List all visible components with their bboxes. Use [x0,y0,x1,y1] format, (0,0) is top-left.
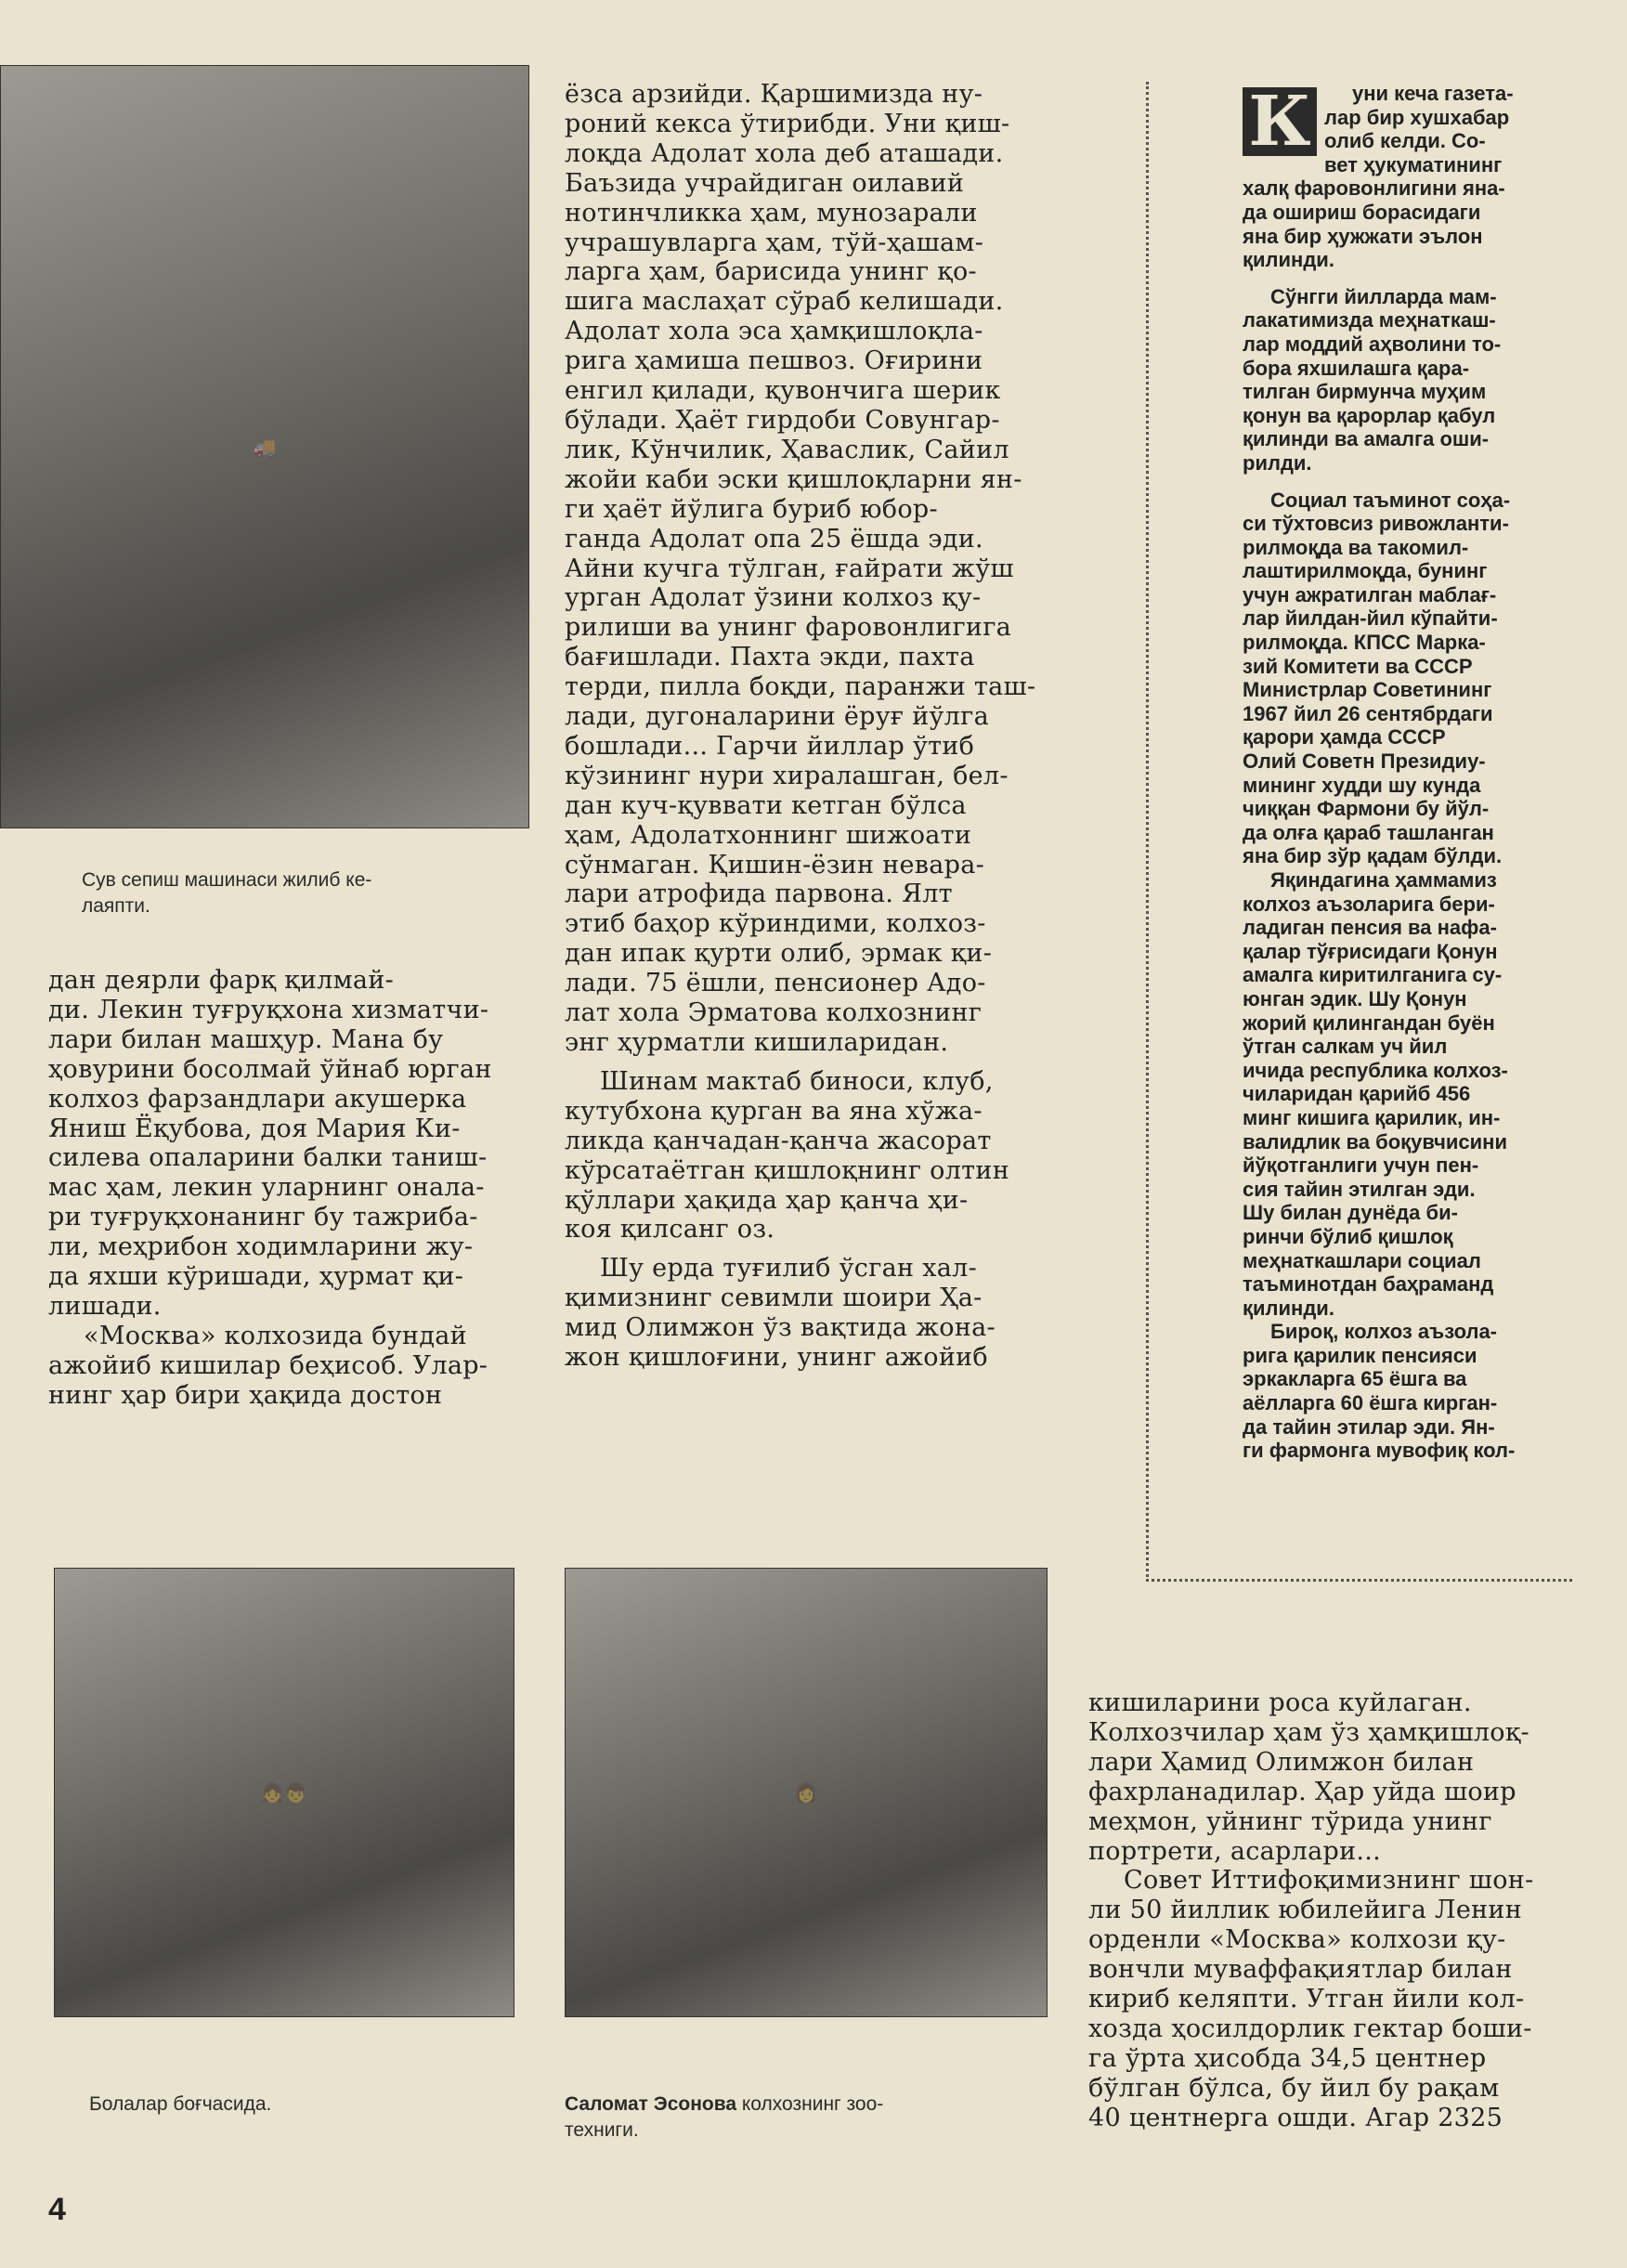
dropcap-letter: К [1243,87,1317,156]
truck-icon: 🚚 [253,436,277,458]
right-para-1: кишиларини роса куйлаган. Колхозчилар ҳам ўз ҳамқишлоқ- лари Ҳамид Олимжон билан фахрланадилар. Ҳар уйда шоир меҳмон, уйнинг тўрида унинг портрети, асарлари... [1088,1688,1529,1866]
kindergarten-caption: Болалар боғчасида. [89,2093,272,2115]
sidebar-para-2: Социал таъминот соҳа- си тўхтовсиз ривожланти- рилмоқда ва такомил- лаштирилмоқда, бунинг учун ажратилган маблағ- лар йилдан-йил кўпайти- рилмоқда. КПСС Марка- зий Комитети ва СССР Министрлар Советининг 1967 йил 26 сентябрдаги қарори ҳамда СССР Олий Советн Президиу- мининг худди шу кунда чиққан Фармони бу йўл- да олға қараб ташланган яна бир зўр қадам бўлди. [1243,488,1511,868]
left-column [48,966,527,1411]
sidebar-para-3: Яқиндагина ҳаммамиз колхоз аъзоларига бери- ладиган пенсия ва нафа- қалар тўғрисидаги Қонун амалга киритилганига су- юнган эдик. Шу Қонун жорий қилингандан буён ўтган салкам уч йил ичида республика колхоз- чиларидан қарийб 456 минг кишига қарилик, ин- валидлик ва боқувчисини йўқотганлиги учун пен- сия тайин этилган эди. Шу билан дунёда би- ринчи бўлиб қишлоқ меҳнаткашлари социал таъминотдан баҳраманд қилинди. [1243,868,1508,1320]
page-number: 4 [48,2192,66,2227]
left-para-2: «Москва» колхозида бундай ажойиб кишилар беҳисоб. Улар- нинг ҳар бири ҳақида достон [48,1321,488,1410]
children-icon: 👧👦 [261,1781,307,1804]
sidebar-para-4: Бироқ, колхоз аъзола- рига қарилик пенсияси эркакларга 65 ёшга ва аёлларга 60 ёшга кирган- да тайин этилар эди. Ян- ги фармонга мувофиқ кол- [1243,1320,1516,1463]
kindergarten-photo [54,1568,514,2017]
middle-column [565,80,1048,1373]
mid-para-3: Шу ерда туғилиб ўсган хал- қимизнинг севимли шоири Ҳа- мид Олимжон ўз вақтида жона- жон қишлоғини, унинг ажойиб [565,1254,996,1373]
right-para-2: Совет Иттифоқимизнинг шон- ли 50 йиллик юбилейига Ленин орденли «Москва» колхози қу- вончли муваффақиятлар билан кириб келяпти. Утган йили кол- хозда ҳосилдорлик гектар боши- га ўрта ҳисобда 34,5 центнер бўлган бўлса, бу йил бу рақам 40 центнерга ошди. Агар 2325 [1088,1866,1534,2132]
truck-caption: Сув сепиш машинаси жилиб ке- лаяпти. [82,869,372,917]
right-bottom-column [1088,1688,1564,2133]
left-para-1: дан деярли фарқ қилмай- ди. Лекин туғруқхона хизматчи- лари билан машҳур. Мана бу ҳовурини босолмай ўйнаб юрган колхоз фарзандлари акушерка Яниш Ёқубова, доя Мария Ки- силева опаларини балки таниш- мас ҳам, лекин уларнинг онала- ри туғруқхонанинг бу тажриба- ли, меҳрибон ходимларини жу- да яхши кўришади, ҳурмат қи- лишади. [48,966,492,1321]
caption-rest: колхознинг зоо- техниги. [565,2093,884,2141]
zootechnician-caption [565,2092,1048,2144]
caption-name: Саломат Эсонова [565,2093,737,2115]
mid-para-1: ёзса арзийди. Қаршимизда ну- роний кекса ўтирибди. Уни қиш- лоқда Адолат хола деб аташади. Баъзида учрайдиган оилавий нотинчликка ҳам, мунозарали учрашувларга ҳам, тўй-ҳашам- ларга ҳам, барисида унинг қо- шига маслаҳат сўраб келишади. Адолат хола эса ҳамқишлоқла- рига ҳамиша пешвоз. Оғирини енгил қилади, қувончига шерик бўлади. Ҳаёт гирдоби Совунгар- лик, Кўнчилик, Ҳаваслик, Сайил жойи каби эски қишлоқларни ян- ги ҳаёт йўлига буриб юбор- ганда Адолат опа 25 ёшда эди. Айни кучга тўлган, ғайрати жўш урган Адолат ўзини колхоз қу- рилиши ва унинг фаровонлигига бағишлади. Пахта экди, пахта терди, пилла боқди, паранжи таш- лади, дугоналарини ёруғ йўлга бошлади... Гарчи йиллар ўтиб кўзининг нури хиралашган, бел- дан куч-қуввати кетган бўлса ҳам, Адолатхоннинг шижоати сўнмаган. Қишин-ёзин невара- лари атрофида парвона. Ялт этиб баҳор кўриндими, колхоз- дан ипак қурти олиб, эрмак қи- лади. 75 ёшли, пенсионер Адо- лат хола Эрматова колхознинг энг ҳурматли кишиларидан. [565,80,1036,1057]
mid-para-2: Шинам мактаб биноси, клуб, кутубхона қурган ва яна хўжа- ликда қанчадан-қанча жасорат кўрсатаётган қишлоқнинг олтин қўллари ҳақида ҳар қанча ҳи- коя қилсанг оз. [565,1066,1010,1245]
sidebar-intro: уни кеча газета- лар бир хушхабар олиб келди. Со- вет ҳукуматининг халқ фаровонлигини яна- да ошириш борасидаги яна бир ҳужжати эълон қилинди. [1243,82,1514,272]
woman-icon: 👩 [794,1781,818,1804]
zootechnician-photo [565,1568,1048,2017]
sidebar-para-1: Сўнгги йилларда мам- лакатимизда меҳнаткаш- лар моддий аҳволини то- бора яхшилашга қара- тилган бирмунча муҳим қонун ва қарорлар қабул қилинди ва амалга оши- рилди. [1243,284,1502,475]
sidebar-column [1243,82,1564,1463]
truck-photo [0,65,529,828]
